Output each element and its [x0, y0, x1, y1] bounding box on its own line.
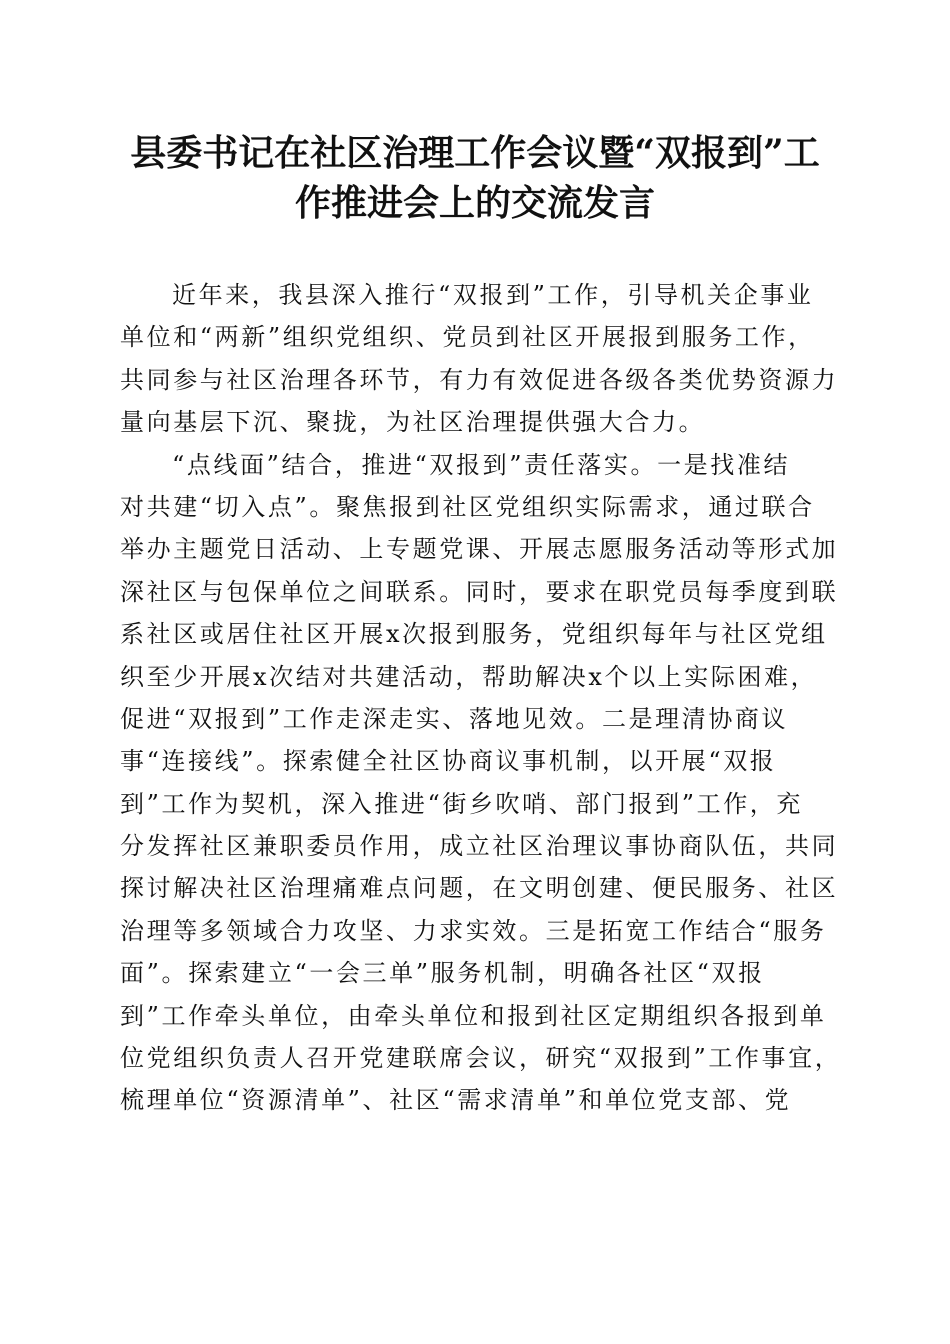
text-line: 事“连接线”。探索健全社区协商议事机制，以开展“双报	[120, 747, 777, 776]
text-line: 对共建“切入点”。聚焦报到社区党组织实际需求，通过联合	[120, 492, 815, 521]
text-line: 深社区与包保单位之间联系。同时，要求在职党员每季度到联	[120, 577, 839, 606]
text-line: 到”工作牵头单位，由牵头单位和报到社区定期组织各报到单	[120, 1001, 827, 1030]
paragraph-intro	[120, 274, 839, 444]
text-line: 近年来，我县深入推行“双报到”工作，引导机关企事业	[172, 281, 814, 309]
text-line: 量向基层下沉、聚拢，为社区治理提供强大合力。	[120, 408, 706, 437]
title-line-1: 县委书记在社区治理工作会议暨“双报到”工	[130, 132, 820, 174]
text-line: 到”工作为契机，深入推进“街乡吹哨、部门报到”工作，充	[120, 789, 804, 818]
text-line: 面”。探索建立“一会三单”服务机制，明确各社区“双报	[120, 959, 765, 988]
text-line: 治理等多领域合力攻坚、力求实效。三是拓宽工作结合“服务	[120, 916, 827, 945]
text-line: 共同参与社区治理各环节，有力有效促进各级各类优势资源力	[120, 365, 839, 394]
text-line: 举办主题党日活动、上专题党课、开展志愿服务活动等形式加	[120, 535, 839, 564]
text-line: 位党组织负责人召开党建联席会议，研究“双报到”工作事宜，	[120, 1044, 842, 1073]
paragraph-section-1	[120, 444, 842, 1122]
title-line-2: 作推进会上的交流发言	[294, 182, 655, 224]
text-line: 分发挥社区兼职委员作用，成立社区治理议事协商队伍，共同	[120, 832, 839, 861]
text-line: 促进“双报到”工作走深走实、落地见效。二是理清协商议	[120, 704, 789, 733]
text-line: 单位和“两新”组织党组织、党员到社区开展报到服务工作，	[120, 323, 815, 352]
document-title	[100, 128, 850, 228]
document-body	[120, 274, 842, 1122]
text-line: 梳理单位“资源清单”、社区“需求清单”和单位党支部、党	[120, 1086, 792, 1115]
text-line: 系社区或居住社区开展x次报到服务，党组织每年与社区党组	[120, 620, 828, 649]
text-line: “点线面”结合，推进“双报到”责任落实。一是找准结	[172, 450, 791, 479]
text-line: 织至少开展x次结对共建活动，帮助解决x个以上实际困难，	[120, 662, 818, 691]
text-line: 探讨解决社区治理痛难点问题，在文明创建、便民服务、社区	[120, 874, 839, 903]
